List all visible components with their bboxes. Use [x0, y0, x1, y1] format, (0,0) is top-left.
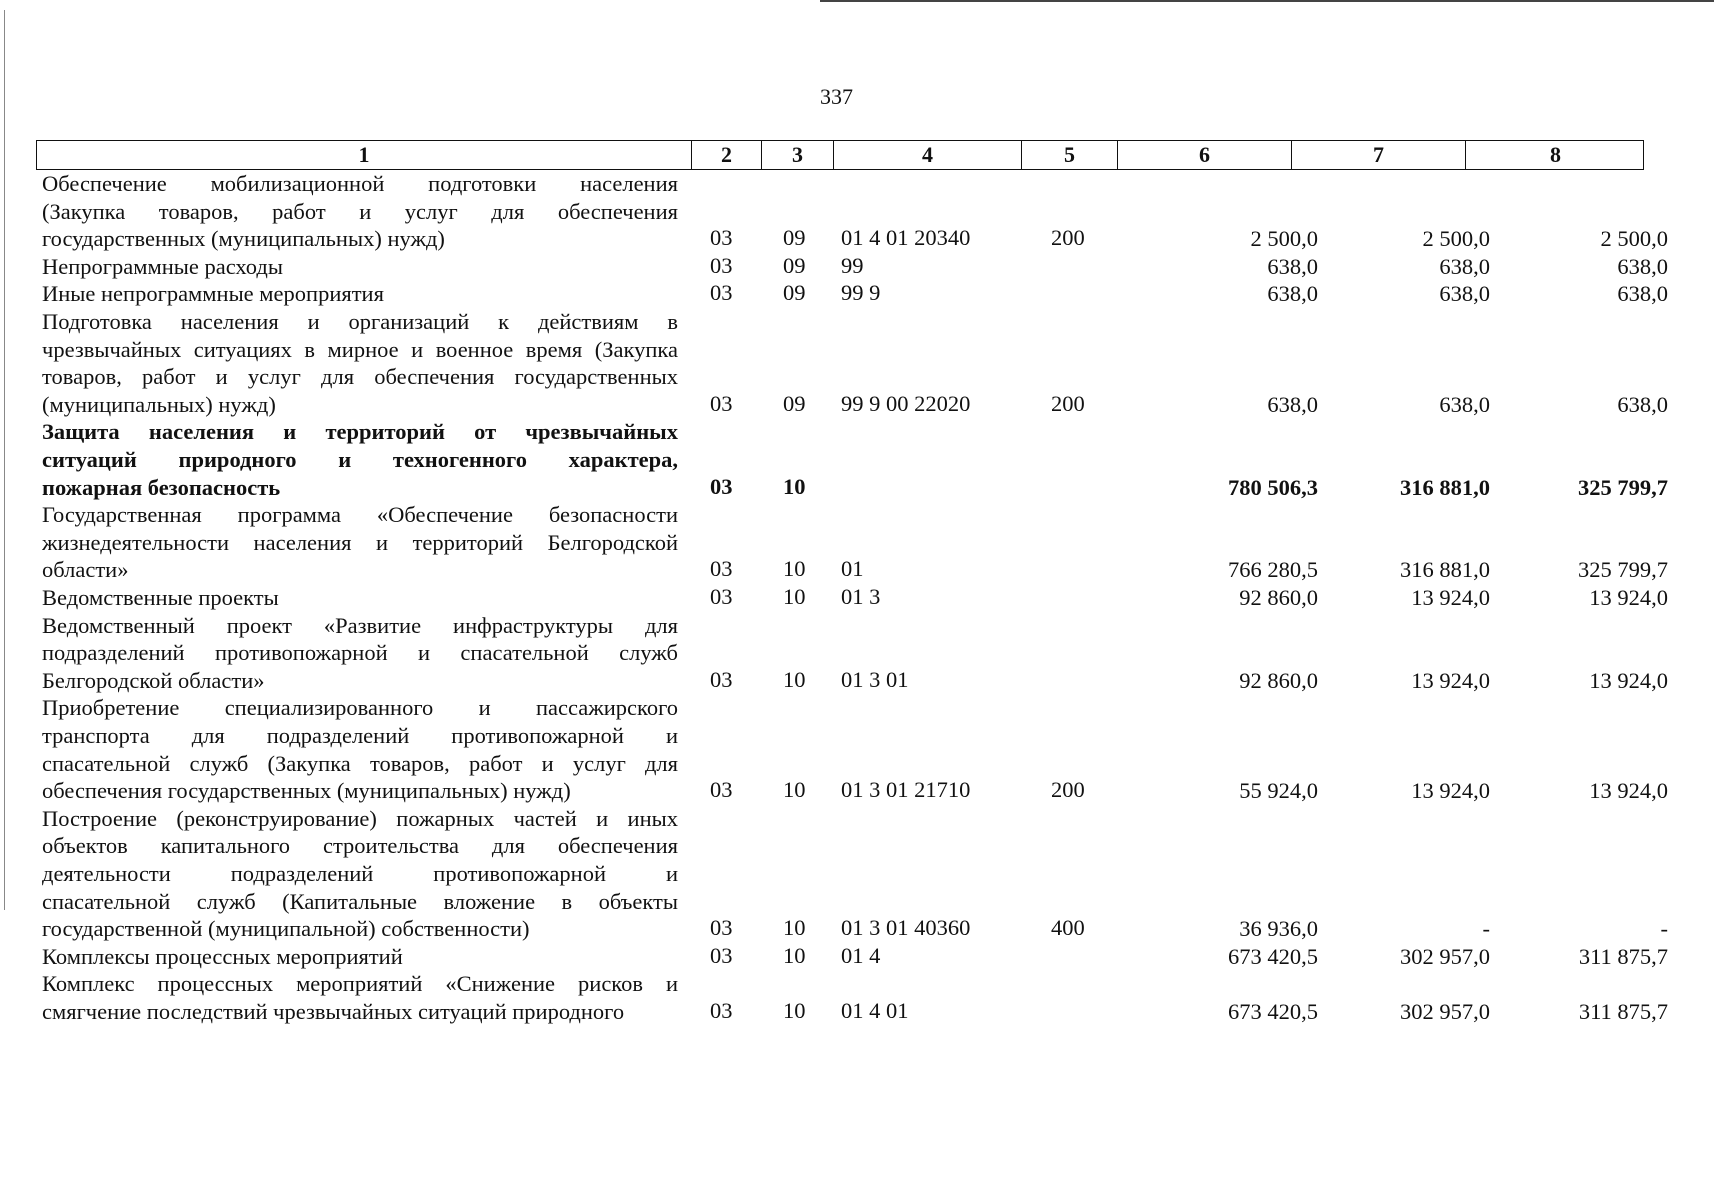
row-amount-year3: 638,0 [1617, 391, 1668, 417]
row-amount-year1: 638,0 [1267, 391, 1318, 417]
row-target-article: 01 [841, 556, 864, 582]
row-name-line: (Закупка товаров, работ и услуг для обеспечения [42, 198, 678, 224]
row-expense-type [1051, 501, 1151, 584]
row-amount-year2: 13 924,0 [1411, 778, 1490, 804]
row-name [42, 280, 678, 308]
row-amount-year2: 638,0 [1439, 281, 1490, 307]
row-razdel: 03 [710, 225, 733, 251]
row-expense-type [1051, 280, 1151, 308]
row-name-line: Государственная программа «Обеспечение безопасности [42, 502, 678, 528]
row-razdel: 03 [710, 942, 733, 968]
row-razdel: 03 [710, 777, 733, 803]
row-name-line: Комплекс процессных мероприятий «Снижение рисков и [42, 971, 678, 997]
table-row [36, 942, 1668, 971]
table-row [36, 970, 1668, 1025]
row-name-line: Подготовка населения и организаций к действиям в [42, 309, 678, 334]
header-col-6: 6 [1117, 141, 1291, 169]
page-number: 337 [820, 84, 853, 109]
row-name [42, 501, 678, 584]
row-amount-year1: 92 860,0 [1239, 585, 1318, 610]
row-razdel: 03 [710, 997, 733, 1023]
row-amount-year2: 302 957,0 [1400, 998, 1490, 1024]
row-name-line: подразделений противопожарной и спасательной служб [42, 640, 678, 666]
header-col-1: 1 [358, 142, 370, 167]
row-name-line: Приобретение специализированного и пассажирского [42, 695, 678, 721]
row-name-line: чрезвычайных ситуациях в мирное и военное время (Закупка [42, 336, 678, 362]
row-podrazdel: 10 [783, 997, 806, 1023]
row-name-line: деятельности подразделений противопожарной и [42, 860, 678, 886]
row-podrazdel: 10 [783, 584, 806, 609]
row-razdel: 03 [710, 390, 733, 416]
row-amount-year2: 13 924,0 [1411, 667, 1490, 693]
table-row [36, 612, 1668, 695]
table-row [36, 501, 1668, 584]
row-amount-year3: 2 500,0 [1600, 226, 1668, 252]
row-amount-year2: 638,0 [1439, 253, 1490, 279]
header-col-4: 4 [833, 141, 1021, 169]
row-target-article: 01 3 01 40360 [841, 915, 971, 941]
row-amount-year3: 13 924,0 [1589, 585, 1668, 610]
row-name-line: объектов капитального строительства для обеспечения [42, 833, 678, 859]
row-expense-type: 200 [1051, 777, 1085, 803]
row-expense-type [1051, 253, 1151, 281]
row-target-article: 01 4 01 20340 [841, 225, 971, 251]
row-name-line: спасательной служб (Капитальные вложение в объекты [42, 888, 678, 914]
header-col-7: 7 [1291, 141, 1465, 169]
row-target-article: 01 4 [841, 942, 881, 968]
row-expense-type: 200 [1051, 390, 1085, 416]
row-amount-year3: 638,0 [1617, 253, 1668, 279]
header-col-8: 8 [1465, 141, 1645, 169]
row-name-line: Ведомственный проект «Развитие инфраструктуры для [42, 612, 678, 638]
row-podrazdel: 10 [783, 666, 806, 692]
row-name-line: Комплексы процессных мероприятий [42, 943, 403, 969]
table-row [36, 170, 1668, 253]
row-name [42, 308, 678, 418]
row-expense-type [1051, 970, 1151, 1025]
row-amount-year3: 13 924,0 [1589, 667, 1668, 693]
row-name [42, 253, 678, 281]
row-amount-year2: - [1482, 916, 1490, 942]
row-amount-year3: - [1660, 916, 1668, 942]
row-amount-year3: 13 924,0 [1589, 778, 1668, 804]
row-podrazdel: 10 [783, 942, 806, 968]
row-amount-year1: 55 924,0 [1239, 778, 1318, 804]
row-amount-year1: 92 860,0 [1239, 667, 1318, 693]
table-row [36, 694, 1668, 804]
top-border-line [820, 0, 1714, 2]
row-name-line: жизнедеятельности населения и территорий Белгородской [42, 529, 678, 555]
row-name-line: Непрограммные расходы [42, 253, 283, 279]
row-name-line: Защита населения и территорий от чрезвычайных [42, 419, 678, 445]
row-name-line: Обеспечение мобилизационной подготовки населения [42, 171, 678, 196]
row-expense-type: 200 [1051, 225, 1085, 251]
header-col-5: 5 [1021, 141, 1117, 169]
row-target-article: 99 9 00 22020 [841, 390, 971, 416]
row-amount-year1: 780 506,3 [1228, 474, 1318, 500]
row-name [42, 970, 678, 1025]
table-row [36, 280, 1668, 308]
row-name [42, 170, 678, 253]
row-razdel: 03 [710, 556, 733, 582]
row-amount-year2: 316 881,0 [1400, 557, 1490, 583]
row-target-article: 99 9 [841, 280, 881, 306]
table-header [36, 140, 1644, 170]
row-podrazdel: 09 [783, 390, 806, 416]
row-amount-year1: 36 936,0 [1239, 916, 1318, 942]
row-podrazdel: 10 [783, 915, 806, 941]
table-row [36, 584, 1668, 612]
row-razdel: 03 [710, 666, 733, 692]
row-amount-year2: 13 924,0 [1411, 585, 1490, 610]
row-name-line: Иные непрограммные мероприятия [42, 281, 384, 307]
row-podrazdel: 10 [783, 556, 806, 582]
row-name-line: Построение (реконструирование) пожарных частей и иных [42, 805, 678, 831]
row-name-line: Белгородской области» [42, 667, 265, 693]
row-expense-type [1051, 418, 1151, 501]
row-expense-type [1051, 584, 1151, 612]
row-target-article: 01 3 01 [841, 666, 909, 692]
row-name-line: государственной (муниципальной) собственности) [42, 916, 530, 942]
row-amount-year3: 325 799,7 [1578, 474, 1668, 500]
row-target-article: 01 4 01 [841, 997, 909, 1023]
row-razdel: 03 [710, 915, 733, 941]
row-amount-year1: 766 280,5 [1228, 557, 1318, 583]
row-name-line: товаров, работ и услуг для обеспечения государственных [42, 364, 678, 390]
row-name [42, 694, 678, 804]
row-name [42, 943, 678, 971]
row-razdel: 03 [710, 280, 733, 306]
row-target-article [841, 418, 1051, 501]
row-podrazdel: 09 [783, 252, 806, 278]
row-podrazdel: 10 [783, 777, 806, 803]
table-row [36, 418, 1668, 501]
row-podrazdel: 09 [783, 225, 806, 251]
row-name-line: (муниципальных) нужд) [42, 391, 276, 417]
row-amount-year3: 311 875,7 [1578, 998, 1668, 1024]
row-razdel: 03 [710, 252, 733, 278]
row-amount-year3: 325 799,7 [1578, 557, 1668, 583]
row-name-line: Ведомственные проекты [42, 585, 279, 610]
row-amount-year1: 673 420,5 [1228, 943, 1318, 969]
row-podrazdel: 09 [783, 280, 806, 306]
row-amount-year1: 638,0 [1267, 253, 1318, 279]
row-podrazdel: 10 [783, 473, 806, 499]
row-amount-year2: 638,0 [1439, 391, 1490, 417]
row-expense-type [1051, 943, 1151, 971]
row-name-line: государственных (муниципальных) нужд) [42, 226, 445, 252]
row-amount-year2: 302 957,0 [1400, 943, 1490, 969]
row-razdel: 03 [710, 473, 733, 499]
row-name-line: ситуаций природного и техногенного характера, [42, 446, 678, 472]
row-amount-year2: 316 881,0 [1400, 474, 1490, 500]
row-name-line: обеспечения государственных (муниципальных) нужд) [42, 778, 571, 804]
row-name-line: транспорта для подразделений противопожарной и [42, 722, 678, 748]
row-amount-year3: 311 875,7 [1578, 943, 1668, 969]
row-name [42, 418, 678, 501]
row-name-line: пожарная безопасность [42, 474, 281, 500]
row-name [42, 584, 678, 612]
header-col-2: 2 [691, 141, 761, 169]
row-name [42, 805, 678, 943]
row-expense-type: 400 [1051, 915, 1085, 941]
left-border-line [4, 10, 5, 910]
table-row [36, 252, 1668, 281]
row-amount-year1: 638,0 [1267, 281, 1318, 307]
row-razdel: 03 [710, 584, 733, 609]
table-row [36, 805, 1668, 943]
row-amount-year2: 2 500,0 [1422, 226, 1490, 252]
row-target-article: 99 [841, 252, 864, 278]
row-name [42, 612, 678, 695]
header-col-3: 3 [761, 141, 833, 169]
row-target-article: 01 3 [841, 584, 881, 609]
row-name-line: спасательной служб (Закупка товаров, работ и услуг для [42, 750, 678, 776]
row-amount-year1: 2 500,0 [1250, 226, 1318, 252]
row-target-article: 01 3 01 21710 [841, 777, 971, 803]
row-amount-year3: 638,0 [1617, 281, 1668, 307]
row-name-line: смягчение последствий чрезвычайных ситуаций природного [42, 998, 625, 1024]
row-name-line: области» [42, 557, 129, 583]
table-row [36, 308, 1668, 418]
row-amount-year1: 673 420,5 [1228, 998, 1318, 1024]
row-expense-type [1051, 612, 1151, 695]
